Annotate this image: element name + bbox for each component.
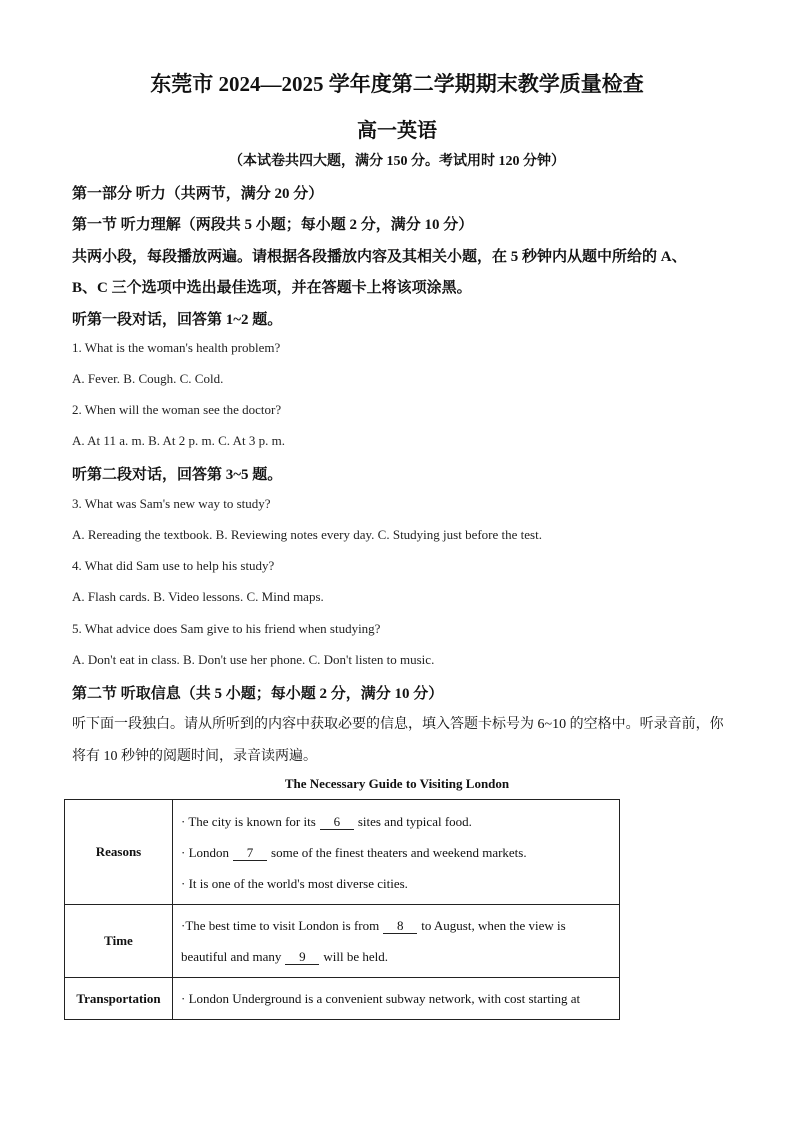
table-line: ·The best time to visit London is from 8 to August, when the view is: [181, 918, 566, 933]
section2-instructions-line2: 将有 10 秒钟的阅题时间，录音读两遍。: [72, 749, 317, 764]
guide-row-time: [65, 905, 620, 978]
section1-heading: 第一节 听力理解（两段共 5 小题；每小题 2 分，满分 10 分）: [72, 217, 474, 233]
section2-heading: 第二节 听取信息（共 5 小题；每小题 2 分，满分 10 分）: [72, 686, 444, 702]
table-line: · The city is known for its 6 sites and typical food.: [181, 813, 472, 829]
row-label: Transportation: [65, 978, 173, 1020]
answer-blank: 9: [285, 950, 319, 965]
part1-heading: 第一部分 听力（共两节，满分 20 分）: [72, 186, 324, 202]
dialog2-heading: 听第二段对话，回答第 3~5 题。: [72, 467, 283, 483]
exam-title: 东莞市 2024—2025 学年度第二学期期末教学质量检查: [150, 72, 644, 96]
row-content: [173, 800, 620, 905]
answer-blank: 8: [383, 919, 417, 934]
table-line: beautiful and many 9 will be held.: [181, 949, 388, 964]
question-3: 3. What was Sam's new way to study?: [72, 496, 271, 511]
question-2-options: A. At 11 a. m. B. At 2 p. m. C. At 3 p. m.: [72, 433, 285, 448]
answer-blank: 6: [320, 815, 354, 830]
question-4-options: A. Flash cards. B. Video lessons. C. Mind maps.: [72, 589, 324, 604]
row-content: [173, 905, 620, 978]
question-5: 5. What advice does Sam give to his friend when studying?: [72, 621, 381, 636]
guide-title: The Necessary Guide to Visiting London: [284, 776, 510, 791]
instructions-line2: B、C 三个选项中选出最佳选项，并在答题卡上将该项涂黑。: [72, 280, 472, 296]
exam-note: （本试卷共四大题，满分 150 分。考试用时 120 分钟）: [229, 154, 565, 169]
answer-blank: 7: [233, 846, 267, 861]
question-3-options: A. Rereading the textbook. B. Reviewing notes every day. C. Studying just before the test.: [72, 527, 542, 542]
table-line: · It is one of the world's most diverse cities.: [181, 875, 408, 891]
table-line: · London 7 some of the finest theaters and weekend markets.: [181, 844, 527, 860]
row-label: Time: [65, 905, 173, 978]
question-2: 2. When will the woman see the doctor?: [72, 402, 282, 417]
subject-title: 高一英语: [357, 120, 437, 142]
row-label: Reasons: [65, 800, 173, 905]
question-5-options: A. Don't eat in class. B. Don't use her phone. C. Don't listen to music.: [72, 652, 435, 667]
guide-row-reasons: [65, 800, 620, 905]
question-1-options: A. Fever. B. Cough. C. Cold.: [72, 371, 224, 386]
question-1: 1. What is the woman's health problem?: [72, 340, 281, 355]
instructions-line1: 共两小段，每段播放两遍。请根据各段播放内容及其相关小题，在 5 秒钟内从题中所给的 A、: [72, 249, 687, 265]
question-4: 4. What did Sam use to help his study?: [72, 558, 275, 573]
section2-instructions-line1: 听下面一段独白。请从所听到的内容中获取必要的信息，填入答题卡标号为 6~10 的空格中。听录音前，你: [72, 717, 724, 732]
dialog1-heading: 听第一段对话，回答第 1~2 题。: [72, 312, 283, 328]
guide-row-transportation: [65, 978, 620, 1020]
row-content: [173, 978, 620, 1020]
table-line: · London Underground is a convenient subway network, with cost starting at: [181, 991, 581, 1006]
guide-table: [64, 799, 620, 1020]
